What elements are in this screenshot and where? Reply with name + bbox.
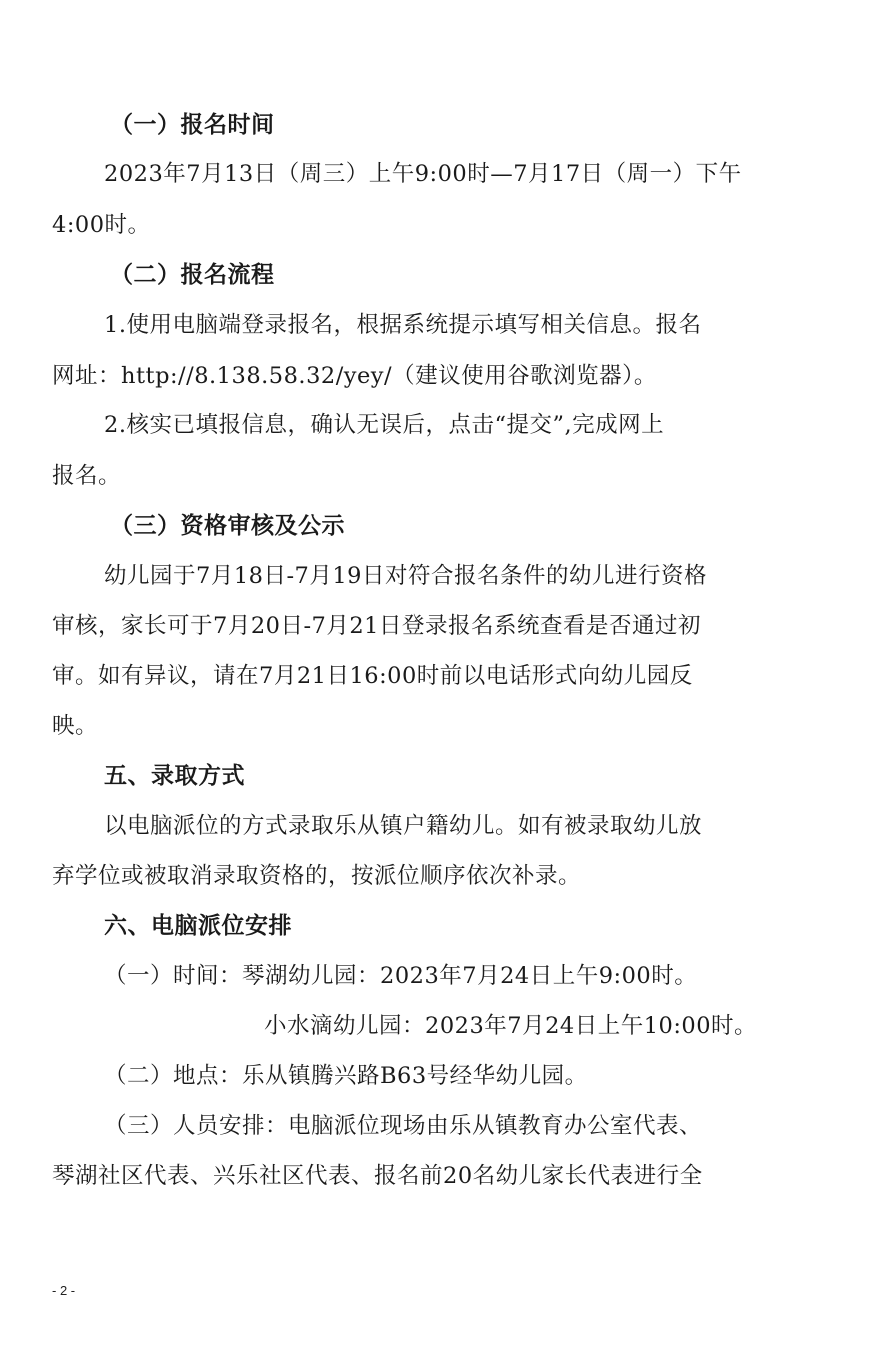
section-heading-registration-time: （一）报名时间 xyxy=(110,112,275,138)
paragraph-line: 小水滴幼儿园：2023年7月24日上午10:00时。 xyxy=(264,1013,758,1039)
paragraph-line: （三）人员安排：电脑派位现场由乐从镇教育办公室代表、 xyxy=(104,1113,703,1139)
paragraph-line: 审。如有异议，请在7月21日16:00时前以电话形式向幼儿园反 xyxy=(52,663,693,689)
section-heading-registration-process: （二）报名流程 xyxy=(110,262,275,288)
paragraph-line: 4:00时。 xyxy=(52,212,151,238)
paragraph-line: 映。 xyxy=(52,713,99,739)
paragraph-line: 审核，家长可于7月20日-7月21日登录报名系统查看是否通过初 xyxy=(52,613,701,639)
paragraph-line: 幼儿园于7月18日-7月19日对符合报名条件的幼儿进行资格 xyxy=(104,563,707,589)
paragraph-line: 报名。 xyxy=(52,463,122,489)
paragraph-line: （一）时间：琴湖幼儿园：2023年7月24日上午9:00时。 xyxy=(104,963,698,989)
paragraph-line: 弃学位或被取消录取资格的，按派位顺序依次补录。 xyxy=(52,863,582,889)
section-heading-lottery-arrangement: 六、电脑派位安排 xyxy=(104,913,292,939)
paragraph-line: 琴湖社区代表、兴乐社区代表、报名前20名幼儿家长代表进行全 xyxy=(52,1163,703,1189)
page-number: - 2 - xyxy=(52,1283,76,1298)
paragraph-line: 2023年7月13日（周三）上午9:00时—7月17日（周一）下午 xyxy=(104,161,742,187)
paragraph-line: 以电脑派位的方式录取乐从镇户籍幼儿。如有被录取幼儿放 xyxy=(104,813,703,839)
paragraph-line: 2.核实已填报信息，确认无误后，点击“提交”,完成网上 xyxy=(104,412,665,438)
section-heading-admission-method: 五、录取方式 xyxy=(104,763,245,789)
paragraph-line: 网址：http://8.138.58.32/yey/（建议使用谷歌浏览器）。 xyxy=(52,363,657,389)
paragraph-line: （二）地点：乐从镇腾兴路B63号经华幼儿园。 xyxy=(104,1063,588,1089)
section-heading-qualification-review: （三）资格审核及公示 xyxy=(110,513,345,539)
paragraph-line: 1.使用电脑端登录报名，根据系统提示填写相关信息。报名 xyxy=(104,312,702,338)
